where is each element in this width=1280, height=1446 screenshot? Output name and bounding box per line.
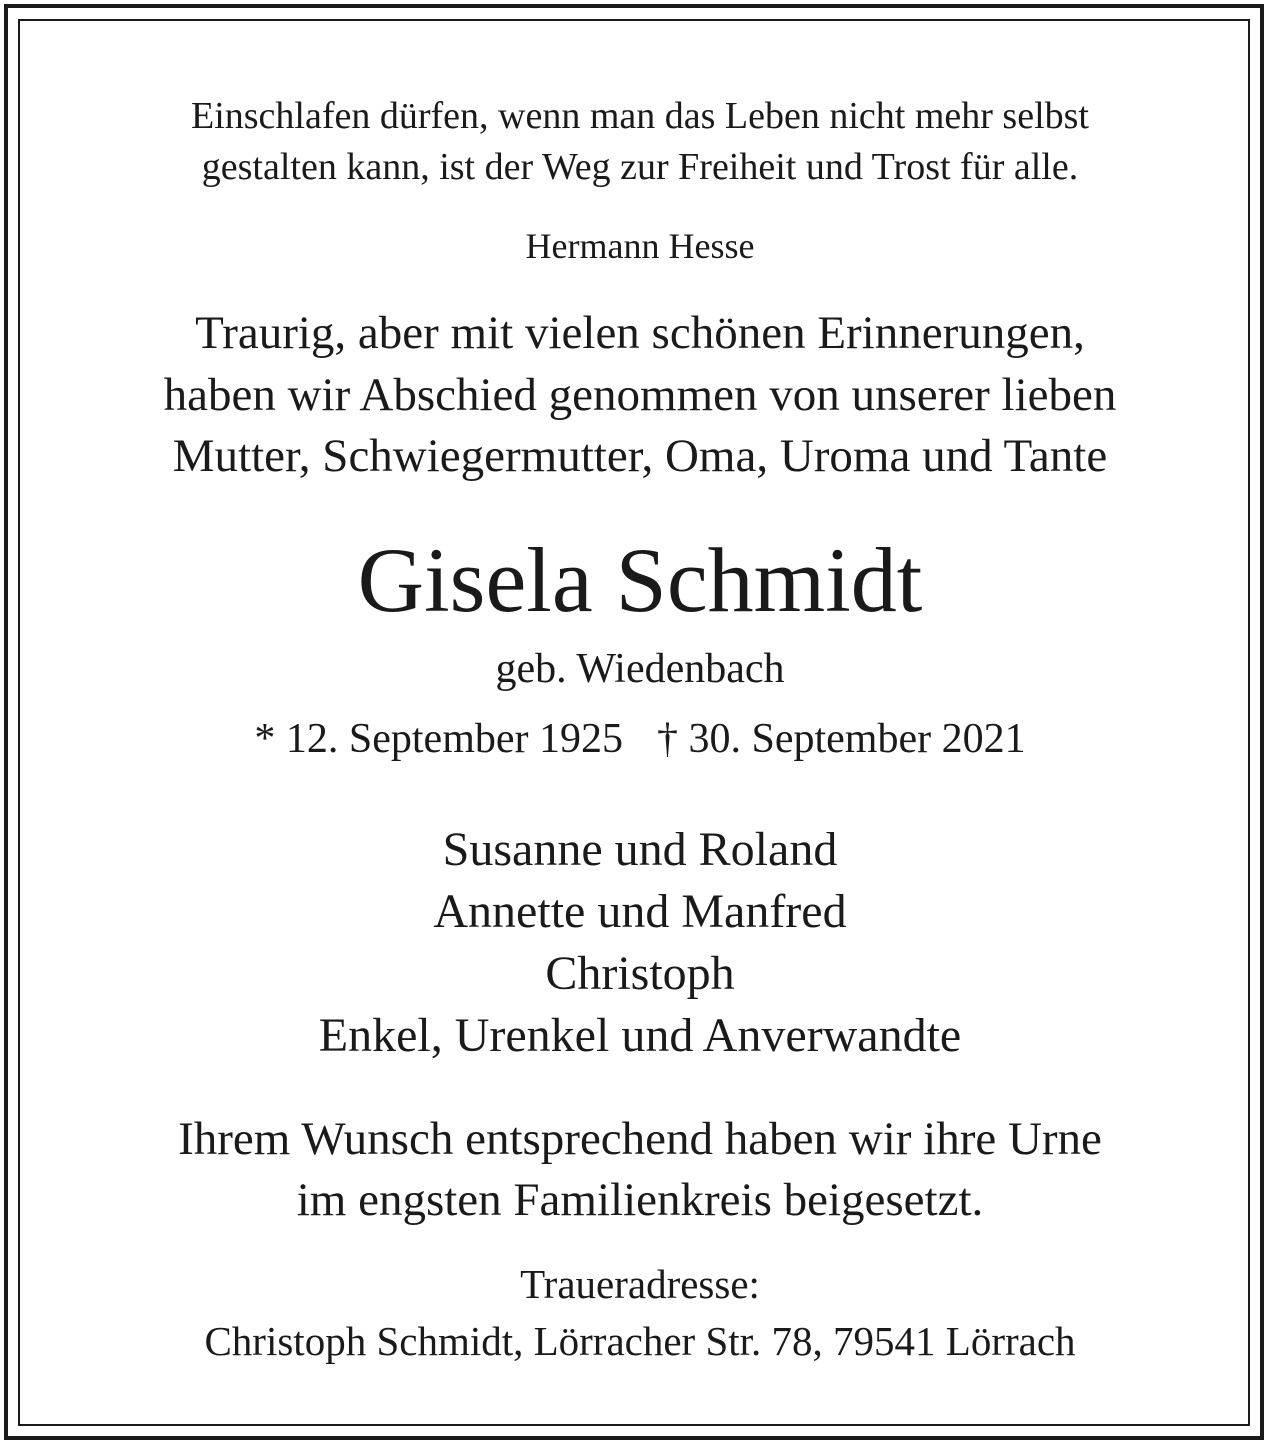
address-text: Christoph Schmidt, Lörracher Str. 78, 79541 Lörrach (204, 1318, 1076, 1364)
mourner-line-1: Susanne und Roland (442, 823, 838, 876)
maiden-name: geb. Wiedenbach (495, 646, 785, 692)
quote-author: Hermann Hesse (525, 226, 755, 266)
intro-line-2: haben wir Abschied genommen von unserer lieben (163, 369, 1117, 421)
address-label: Traueradresse: (520, 1261, 760, 1307)
mourner-line-3: Christoph (545, 947, 735, 1000)
death-date: † 30. September 2021 (657, 716, 1026, 762)
quote-line-2: gestalten kann, ist der Weg zur Freiheit und Trost für alle. (201, 146, 1079, 188)
life-dates (0, 718, 1280, 760)
mourner-line-4: Enkel, Urenkel und Anverwandte (318, 1009, 962, 1062)
intro-line-1: Traurig, aber mit vielen schönen Erinnerungen, (195, 307, 1085, 359)
birth-date: * 12. September 1925 (254, 716, 623, 762)
notice-line-2: im engsten Familienkreis beigesetzt. (296, 1174, 984, 1226)
mourner-line-2: Annette und Manfred (433, 885, 847, 938)
intro-line-3: Mutter, Schwiegermutter, Oma, Uroma und Tante (172, 430, 1108, 482)
notice-line-1: Ihrem Wunsch entsprechend haben wir ihre Urne (178, 1113, 1102, 1165)
quote-line-1: Einschlafen dürfen, wenn man das Leben nicht mehr selbst (191, 95, 1089, 137)
deceased-name: Gisela Schmidt (357, 529, 923, 631)
